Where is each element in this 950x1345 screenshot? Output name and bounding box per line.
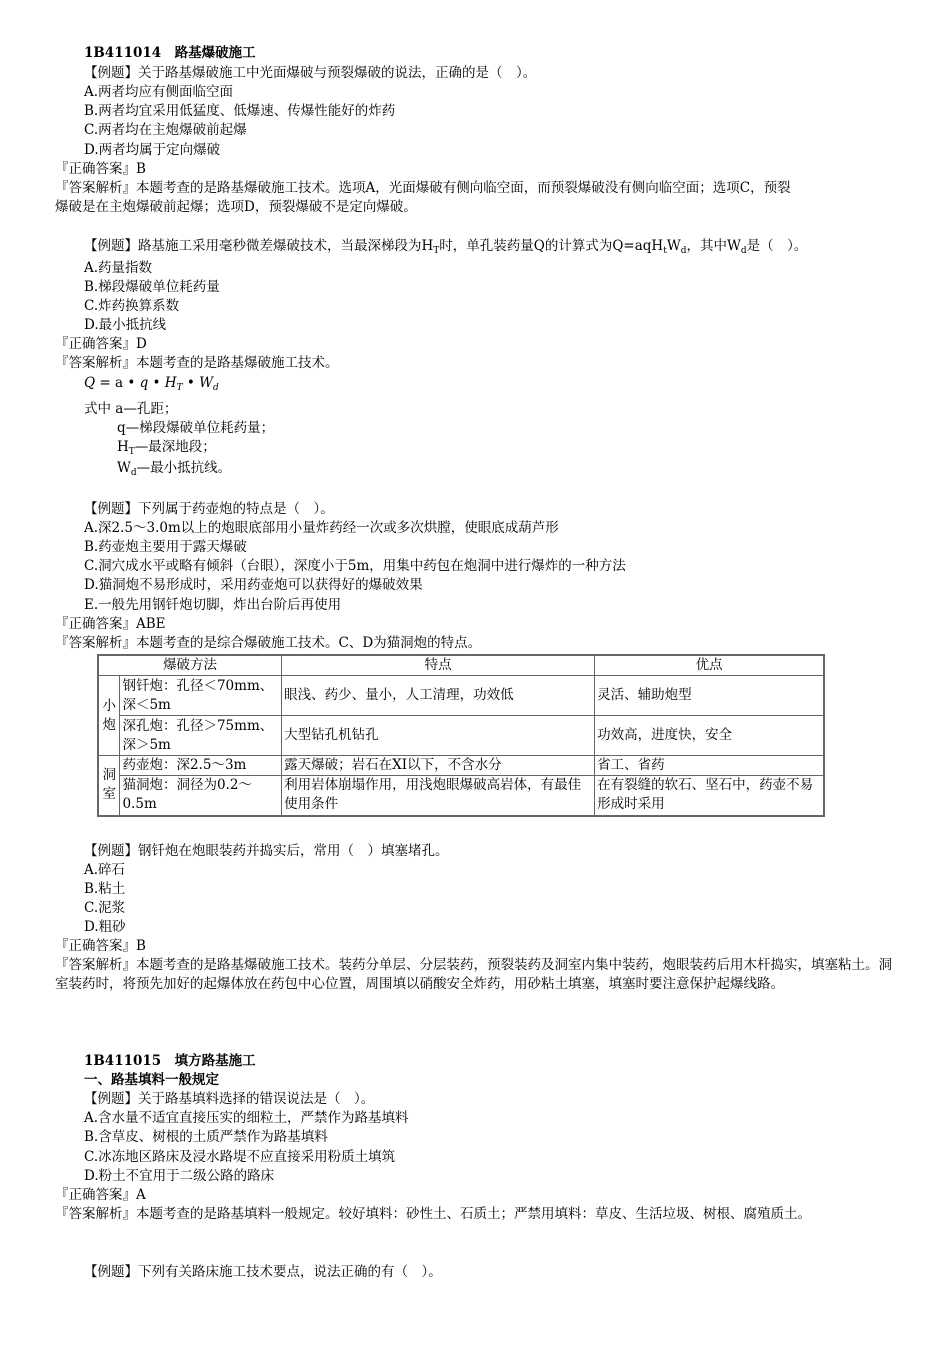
question-3-option-a: A.深2.5～3.0m以上的炮眼底部用小量炸药经一次或多次烘膛，使眼底成葫芦形 xyxy=(84,520,559,536)
question-1-analysis-line-2: 爆破是在主炮爆破前起爆；选项D，预裂爆破不是定向爆破。 xyxy=(55,199,417,215)
table-header-feature: 特点 xyxy=(282,655,595,676)
table-header-row xyxy=(98,655,824,676)
question-5-option-d: D.粉土不宜用于二级公路的路床 xyxy=(84,1168,275,1184)
question-4-stem: 【例题】钢钎炮在炮眼装药并捣实后，常用（ ）填塞堵孔。 xyxy=(84,843,449,859)
formula-legend-h: $H_T—$最深地段； xyxy=(117,439,216,457)
question-4-option-c: C.泥浆 xyxy=(84,900,126,916)
section-title-fill-subgrade: 1B411015 填方路基施工 xyxy=(84,1053,256,1069)
table-cell-feature: 大型钻孔机钻孔 xyxy=(282,716,595,756)
question-3-stem: 【例题】下列属于药壶炮的特点是（ ）。 xyxy=(84,501,334,517)
table-row xyxy=(98,676,824,716)
question-4-option-d: D.粗砂 xyxy=(84,919,126,935)
question-1-option-a: A.两者均应有侧面临空面 xyxy=(84,84,234,100)
table-group-small-blast: 小炮 xyxy=(98,676,120,756)
question-3-option-c: C.洞穴成水平或略有倾斜（台眼），深度小于5m，用集中药包在炮洞中进行爆炸的一种方法 xyxy=(84,558,626,574)
question-4-option-b: B.粘土 xyxy=(84,881,126,897)
table-row xyxy=(98,756,824,776)
question-5-option-a: A.含水量不适宜直接压实的细粒土，严禁作为路基填料 xyxy=(84,1110,409,1126)
question-2-option-a: A.药量指数 xyxy=(84,260,153,276)
table-row xyxy=(98,776,824,816)
question-3-option-d: D.猫洞炮不易形成时，采用药壶炮可以获得好的爆破效果 xyxy=(84,577,423,593)
question-3-answer: 『正确答案』ABE xyxy=(55,616,166,632)
question-4-answer: 『正确答案』B xyxy=(55,938,146,954)
table-cell-method: 药壶炮：深2.5～3m xyxy=(120,756,282,776)
question-2-option-d: D.最小抵抗线 xyxy=(84,317,167,333)
table-cell-merit: 在有裂缝的软石、坚石中，药壶不易形成时采用 xyxy=(595,776,824,816)
table-cell-merit: 灵活、辅助炮型 xyxy=(595,676,824,716)
question-3-option-e: E.一般先用钢钎炮切脚，炸出台阶后再使用 xyxy=(84,597,342,613)
table-cell-feature: 利用岩体崩塌作用，用浅炮眼爆破高岩体，有最佳使用条件 xyxy=(282,776,595,816)
table-cell-feature: 眼浅、药少、量小，人工清理，功效低 xyxy=(282,676,595,716)
question-3-analysis: 『答案解析』本题考查的是综合爆破施工技术。C、D为猫洞炮的特点。 xyxy=(55,635,482,651)
blasting-methods-table xyxy=(97,654,825,817)
question-1-answer: 『正确答案』B xyxy=(55,161,146,177)
question-1-stem: 【例题】关于路基爆破施工中光面爆破与预裂爆破的说法，正确的是（ ）。 xyxy=(84,65,537,81)
question-5-option-b: B.含草皮、树根的土质严禁作为路基填料 xyxy=(84,1129,328,1145)
question-2-stem: 【例题】路基施工采用毫秒微差爆破技术，当最深梯段为$H_T$时，单孔装药量Q的计算式为$Q=aqH_tW_d$，其中$W_d$是（ ）。 xyxy=(84,238,808,256)
question-3-option-b: B.药壶炮主要用于露天爆破 xyxy=(84,539,247,555)
table-cell-method: 深孔炮：孔径＞75mm、深＞5m xyxy=(120,716,282,756)
question-1-option-d: D.两者均属于定向爆破 xyxy=(84,142,221,158)
table-group-chamber-blast: 洞室 xyxy=(98,756,120,816)
question-2-analysis: 『答案解析』本题考查的是路基爆破施工技术。 xyxy=(55,355,339,371)
formula-legend-q: q—梯段爆破单位耗药量； xyxy=(117,420,275,436)
question-1-option-c: C.两者均在主炮爆破前起爆 xyxy=(84,122,247,138)
table-header-merit: 优点 xyxy=(595,655,824,676)
formula-legend-w: $W_d—$最小抵抗线。 xyxy=(117,460,232,478)
charge-formula: Q = a • q • $H_T$ • $W_d$ xyxy=(84,375,219,393)
formula-legend-a: 式中 a—孔距； xyxy=(84,401,178,417)
question-2-answer: 『正确答案』D xyxy=(55,336,147,352)
question-5-option-c: C.冰冻地区路床及浸水路堤不应直接采用粉质土填筑 xyxy=(84,1149,396,1165)
table-row xyxy=(98,716,824,756)
table-cell-method: 钢钎炮：孔径＜70mm、深＜5m xyxy=(120,676,282,716)
question-2-option-b: B.梯段爆破单位耗药量 xyxy=(84,279,220,295)
table-cell-feature: 露天爆破；岩石在XI以下，不含水分 xyxy=(282,756,595,776)
table-cell-merit: 省工、省药 xyxy=(595,756,824,776)
question-4-analysis: 『答案解析』本题考查的是路基爆破施工技术。装药分单层、分层装药，预裂装药及洞室内集中装药，炮眼装药后用木杆捣实，填塞粘土。洞室装药时，将预先加好的起爆体放在药包中心位置，周围填以硝酸安全炸药，用砂粘土填塞，填塞时要注意保护起爆线路。 xyxy=(55,957,892,992)
table-header-method: 爆破方法 xyxy=(98,655,282,676)
question-5-analysis: 『答案解析』本题考查的是路基填料一般规定。较好填料：砂性土、石质土；严禁用填料：草皮、生活垃圾、树根、腐殖质土。 xyxy=(55,1206,811,1222)
question-2-option-c: C.炸药换算系数 xyxy=(84,298,180,314)
question-5-stem: 【例题】关于路基填料选择的错误说法是（ ）。 xyxy=(84,1091,375,1107)
table-cell-method: 猫洞炮：洞径为0.2～0.5m xyxy=(120,776,282,816)
table-cell-merit: 功效高，进度快，安全 xyxy=(595,716,824,756)
question-5-answer: 『正确答案』A xyxy=(55,1187,146,1203)
question-1-option-b: B.两者均宜采用低猛度、低爆速、传爆性能好的炸药 xyxy=(84,103,396,119)
question-6-stem: 【例题】下列有关路床施工技术要点，说法正确的有（ ）。 xyxy=(84,1264,442,1280)
section-title-blasting: 1B411014 路基爆破施工 xyxy=(84,45,256,61)
question-4-option-a: A.碎石 xyxy=(84,862,126,878)
section-subtitle-fill-material: 一、路基填料一般规定 xyxy=(84,1072,219,1088)
question-1-analysis-line-1: 『答案解析』本题考查的是路基爆破施工技术。选项A，光面爆破有侧向临空面，而预裂爆破没有侧向临空面；选项C，预裂 xyxy=(55,180,791,196)
